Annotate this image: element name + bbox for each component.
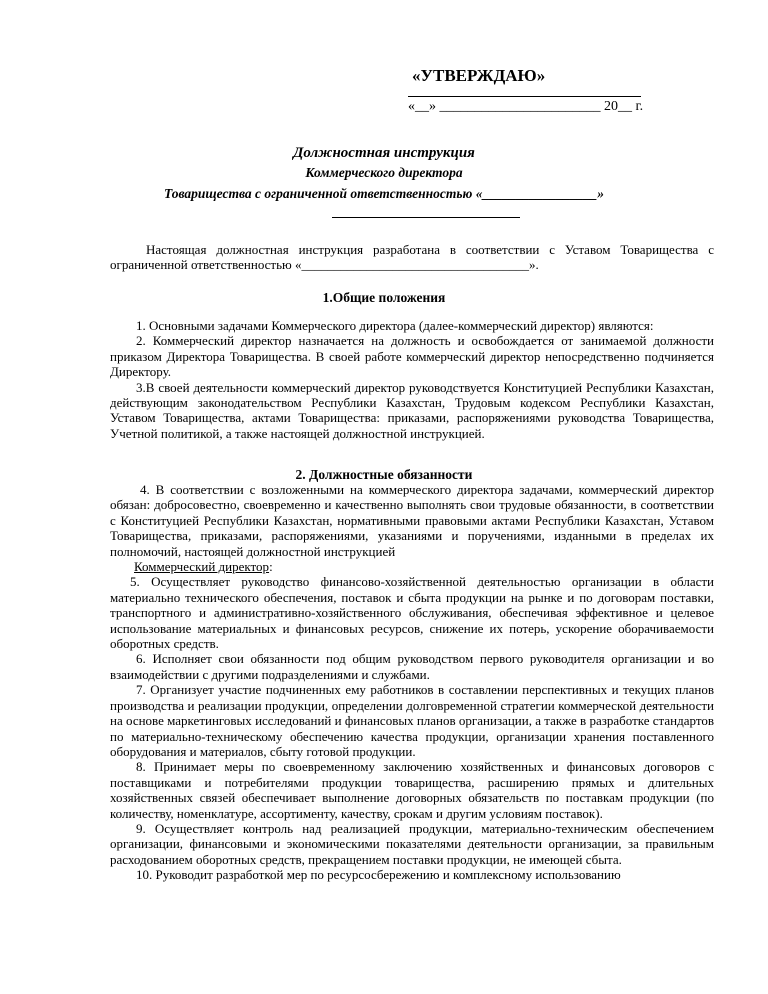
section1-paragraph-3: 3.В своей деятельности коммерческий директор руководствуется Конституцией Республики Казахстан, действующим законодательством Республики Казахстан, Трудовым кодексом Республики Казахстан, Уставом Товарищества, актами Товарищества: приказами, распоряжениями руководства Товарищества, Учетной политикой, а также настоящей должностной инструкцией. bbox=[110, 379, 714, 441]
section2-paragraph-7: 7. Организует участие подчиненных ему работников в составлении перспективных и текущих планов производства и реализации продукции, определении долговременной стратегии коммерческой деятельности на основе маркетинговых исследований и финансовых планов организации, а также в разработке стандартов по материально-техническому обеспечению качества продукции, организации хранения поставленного оборудования и материалов, сбыту готовой продукции. bbox=[110, 682, 714, 759]
section2-paragraph-4: 4. В соответствии с возложенными на коммерческого директора задачами, коммерческий директор обязан: добросовестно, своевременно и качественно выполнять свои трудовые обязанности, в соответствии с Конституцией Республики Казахстан, нормативными правовыми актами Республики Казахстан, Уставом Товарищества, приказами, распоряжениями, указаниями и поручениями, изданными в пределах их полномочий, настоящей должностной инструкцией bbox=[110, 482, 714, 559]
section2-paragraph-6: 6. Исполняет свои обязанности под общим руководством первого руководителя организации и во взаимодействии с другими подразделениями и службами. bbox=[110, 651, 714, 682]
document-subtitle: Коммерческого директора bbox=[305, 165, 463, 180]
section1-paragraph-1: 1. Основными задачами Коммерческого директора (далее-коммерческий директор) являются: bbox=[136, 318, 654, 333]
section2-heading: 2. Должностные обязанности bbox=[295, 467, 473, 482]
section1-body bbox=[110, 318, 714, 441]
document-company: Товарищества с ограниченной ответственностью «_________________» bbox=[163, 186, 605, 201]
section2-paragraph-9: 9. Осуществляет контроль над реализацией продукции, материально-техническим обеспечением организации, финансовыми и экономическими показателями деятельности организации, за правильным расходованием оборотных средств, прекращением поставки продукции, не имеющей сбыта. bbox=[110, 820, 714, 867]
approval-signature-line bbox=[408, 96, 641, 97]
section1-heading: 1.Общие положения bbox=[322, 290, 446, 305]
approval-title: «УТВЕРЖДАЮ» bbox=[412, 66, 546, 85]
section2-paragraph-8: 8. Принимает меры по своевременному заключению хозяйственных и финансовых договоров с поставщиками и потребителями продукции товарищества, расширению прямых и длительных хозяйственных связей обеспечивает выполнение договорных обязательств по поставкам продукции (по количеству, номенклатуре, ассортименту, качеству, срокам и другим условиям поставок). bbox=[110, 759, 714, 821]
section2-body bbox=[110, 482, 714, 883]
section2-subheading: Коммерческий директор: bbox=[134, 559, 273, 575]
title-underline bbox=[332, 217, 520, 218]
document-title: Должностная инструкция bbox=[293, 145, 475, 161]
intro-block bbox=[110, 242, 714, 273]
approval-date-line: «__» _______________________ 20__ г. bbox=[408, 99, 644, 114]
section2-paragraph-10: 10. Руководит разработкой мер по ресурсосбережению и комплексному использованию bbox=[136, 867, 621, 883]
intro-paragraph: Настоящая должностная инструкция разработана в соответствии с Уставом Товарищества с ограниченной ответственностью «___________________________________». bbox=[110, 242, 714, 273]
section1-paragraph-2: 2. Коммерческий директор назначается на должность и освобождается от занимаемой должности приказом Директора Товарищества. В своей работе коммерческий директор непосредственно подчиняется Директору. bbox=[110, 333, 714, 380]
section2-subheading-text: Коммерческий директор bbox=[134, 559, 270, 575]
section2-paragraph-5: 5. Осуществляет руководство финансово-хозяйственной деятельностью организации в области материально технического обеспечения, поставок и сбыта продукции на рынке и по договорам поставки, транспортного и административно-хозяйственного обслуживания, обеспечивая эффективное и целевое использование материальных и финансовых ресурсов, снижение их потерь, ускорение оборачиваемости оборотных средств. bbox=[110, 574, 714, 652]
